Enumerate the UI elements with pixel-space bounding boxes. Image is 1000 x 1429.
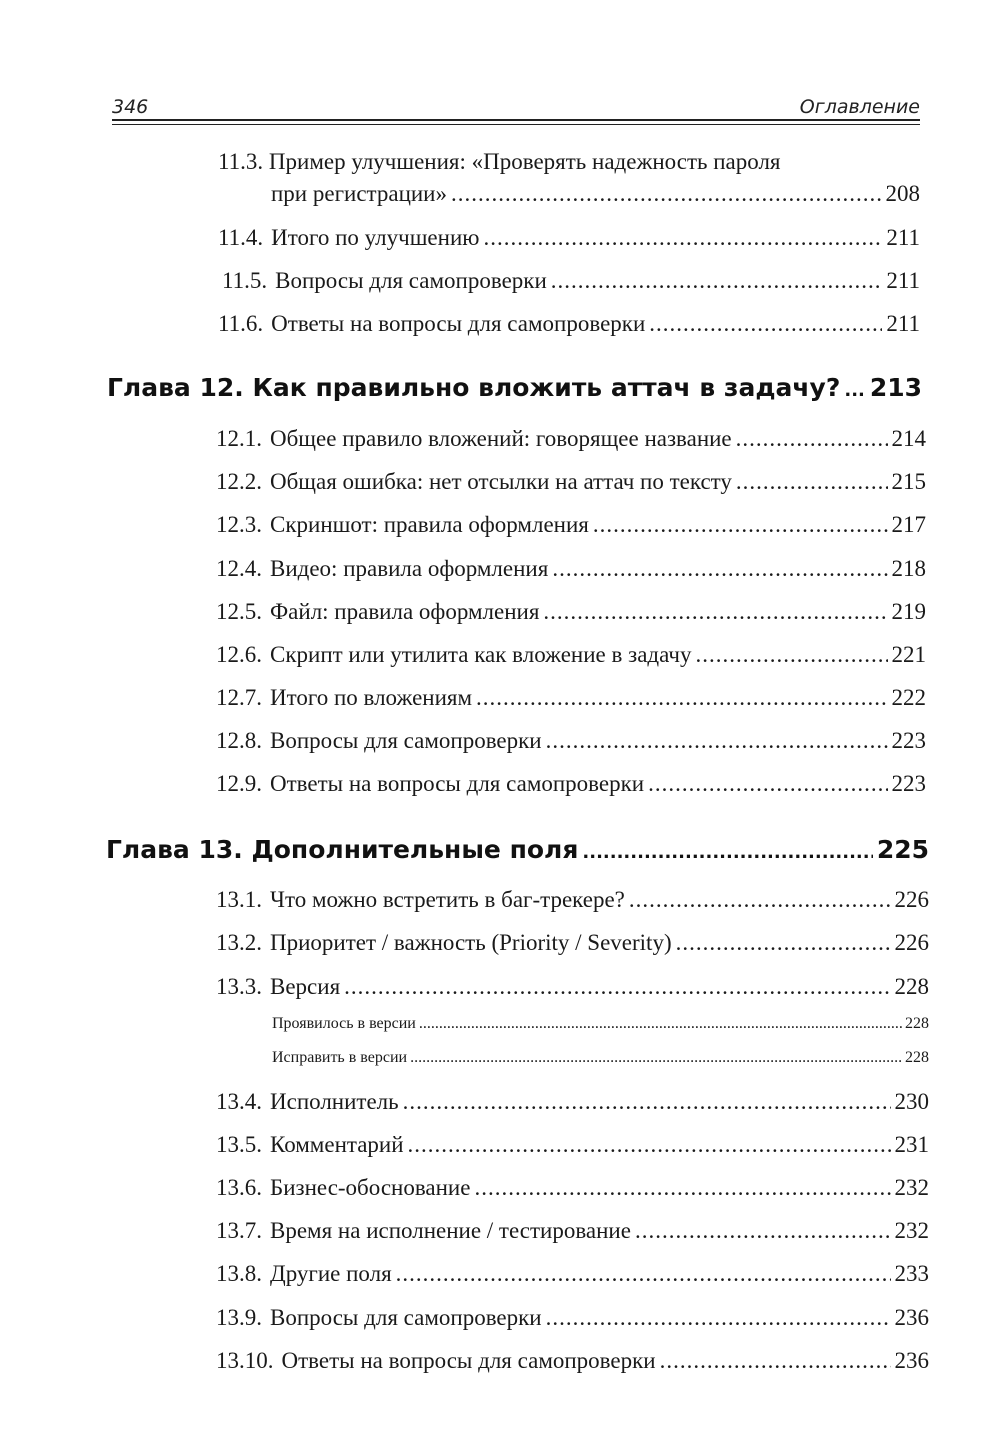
entry-number: 12.7.: [216, 685, 262, 710]
entry-page: 214: [891, 426, 926, 451]
toc-entry[interactable]: [216, 726, 926, 756]
entry-title: Время на исполнение / тестирование: [270, 1218, 631, 1243]
toc-entry[interactable]: [216, 1130, 929, 1160]
entry-number: 13.10.: [216, 1348, 274, 1373]
entry-number: 12.3.: [216, 512, 262, 537]
dot-leader: [736, 467, 888, 497]
entry-page: 211: [886, 311, 920, 336]
toc-entry-11-3-line1[interactable]: [218, 147, 781, 177]
running-title: Оглавление: [799, 96, 920, 118]
entry-title: Приоритет / важность (Priority / Severity): [270, 930, 672, 955]
header-rule: [112, 119, 920, 121]
entry-title: Комментарий: [270, 1132, 404, 1157]
entry-title: Видео: правила оформления: [270, 556, 549, 581]
entry-number: 11.3.: [218, 149, 264, 174]
dot-leader: [474, 1173, 890, 1203]
entry-page: 208: [885, 181, 920, 206]
entry-number: 12.8.: [216, 728, 262, 753]
entry-page: 222: [891, 685, 926, 710]
dot-leader: [344, 972, 890, 1002]
subentry-page: 228: [905, 1015, 929, 1032]
chapter-page: 225: [876, 835, 929, 864]
dot-leader: [552, 554, 887, 584]
toc-entry[interactable]: [218, 309, 920, 339]
toc-entry[interactable]: [216, 1173, 929, 1203]
chapter-title: Глава 13. Дополнительные поля: [106, 835, 579, 864]
toc-entry-11-3-line2[interactable]: [271, 179, 920, 209]
entry-title: Итого по улучшению: [271, 225, 480, 250]
toc-entry[interactable]: [216, 510, 926, 540]
entry-title: Другие поля: [270, 1261, 392, 1286]
entry-title: Скриншот: правила оформления: [270, 512, 589, 537]
dot-leader: [551, 266, 883, 296]
toc-entry[interactable]: [216, 554, 926, 584]
dot-leader: [419, 1013, 902, 1035]
dot-leader: [648, 769, 887, 799]
toc-entry[interactable]: [216, 972, 929, 1002]
entry-page: 233: [894, 1261, 929, 1286]
toc-entry[interactable]: [216, 1216, 929, 1246]
dot-leader: [476, 683, 887, 713]
dot-leader: [649, 309, 882, 339]
entry-page: 231: [894, 1132, 929, 1157]
entry-number: 13.3.: [216, 974, 262, 999]
entry-page: 223: [891, 771, 926, 796]
entry-page: 219: [891, 599, 926, 624]
chapter-12-heading[interactable]: [107, 372, 922, 407]
toc-entry[interactable]: [222, 266, 920, 296]
entry-number: 13.4.: [216, 1089, 262, 1114]
entry-page: 236: [894, 1348, 929, 1373]
entry-number: 13.1.: [216, 887, 262, 912]
toc-entry[interactable]: [216, 928, 929, 958]
dot-leader: [403, 1087, 891, 1117]
entry-number: 12.2.: [216, 469, 262, 494]
dot-leader: [546, 1303, 891, 1333]
toc-entry[interactable]: [216, 1087, 929, 1117]
entry-number: 13.6.: [216, 1175, 262, 1200]
dot-leader: [629, 885, 891, 915]
dot-leader: [451, 179, 882, 209]
toc-entry[interactable]: [216, 597, 926, 627]
entry-title: Бизнес-обоснование: [270, 1175, 471, 1200]
dot-leader: [483, 223, 882, 253]
toc-subentry[interactable]: [272, 1013, 929, 1035]
entry-page: 211: [886, 268, 920, 293]
dot-leader: [695, 640, 887, 670]
entry-page: 232: [894, 1175, 929, 1200]
entry-page: 226: [894, 887, 929, 912]
entry-title: Общая ошибка: нет отсылки на аттач по тексту: [270, 469, 732, 494]
entry-page: 223: [891, 728, 926, 753]
dot-leader: [582, 837, 872, 869]
entry-title: Вопросы для самопроверки: [270, 728, 542, 753]
entry-number: 13.7.: [216, 1218, 262, 1243]
toc-entry[interactable]: [216, 1259, 929, 1289]
toc-entry[interactable]: [216, 1303, 929, 1333]
subentry-page: 228: [905, 1049, 929, 1066]
entry-title: Итого по вложениям: [270, 685, 473, 710]
entry-page: 230: [894, 1089, 929, 1114]
entry-page: 211: [886, 225, 920, 250]
entry-page: 218: [891, 556, 926, 581]
toc-entry[interactable]: [216, 424, 926, 454]
entry-page: 217: [891, 512, 926, 537]
entry-number: 12.5.: [216, 599, 262, 624]
chapter-title: Глава 12. Как правильно вложить аттач в задачу?: [107, 373, 841, 402]
subentry-title: Проявилось в версии: [272, 1015, 416, 1032]
dot-leader: [396, 1259, 891, 1289]
page-header: [112, 96, 920, 126]
entry-number: 13.8.: [216, 1261, 262, 1286]
dot-leader: [660, 1346, 891, 1376]
entry-number: 11.4.: [218, 225, 264, 250]
entry-title: Исполнитель: [270, 1089, 399, 1114]
entry-title: Пример улучшения: «Проверять надежность пароля: [268, 149, 781, 174]
entry-page: 226: [894, 930, 929, 955]
toc-entry[interactable]: [216, 885, 929, 915]
entry-title: Общее правило вложений: говорящее название: [270, 426, 732, 451]
page-number: 346: [112, 96, 149, 118]
entry-page: 221: [891, 642, 926, 667]
entry-number: 12.9.: [216, 771, 262, 796]
entry-number: 13.5.: [216, 1132, 262, 1157]
entry-title: Версия: [270, 974, 341, 999]
dot-leader: [676, 928, 891, 958]
toc-entry[interactable]: [216, 683, 926, 713]
toc-entry[interactable]: [216, 640, 926, 670]
dot-leader: [844, 375, 865, 407]
toc-entry[interactable]: [218, 223, 920, 253]
dot-leader: [408, 1130, 891, 1160]
entry-page: 236: [894, 1305, 929, 1330]
entry-title: Скрипт или утилита как вложение в задачу: [270, 642, 692, 667]
dot-leader: [543, 597, 887, 627]
entry-number: 11.5.: [222, 268, 268, 293]
entry-title: Ответы на вопросы для самопроверки: [281, 1348, 656, 1373]
dot-leader: [736, 424, 888, 454]
entry-page: 232: [894, 1218, 929, 1243]
entry-title: Что можно встретить в баг-трекере?: [270, 887, 625, 912]
dot-leader: [593, 510, 888, 540]
entry-title: Вопросы для самопроверки: [275, 268, 547, 293]
entry-number: 13.2.: [216, 930, 262, 955]
toc-subentry[interactable]: [272, 1047, 929, 1069]
header-rule-thin: [112, 124, 920, 125]
chapter-page: 213: [869, 373, 922, 402]
entry-title: при регистрации»: [271, 181, 447, 206]
dot-leader: [546, 726, 888, 756]
entry-number: 12.4.: [216, 556, 262, 581]
entry-number: 12.1.: [216, 426, 262, 451]
entry-title: Ответы на вопросы для самопроверки: [271, 311, 646, 336]
chapter-13-heading[interactable]: [106, 834, 929, 869]
dot-leader: [635, 1216, 891, 1246]
dot-leader: [410, 1047, 902, 1069]
toc-entry[interactable]: [216, 769, 926, 799]
entry-number: 11.6.: [218, 311, 264, 336]
toc-entry[interactable]: [216, 1346, 929, 1376]
entry-page: 228: [894, 974, 929, 999]
entry-title: Вопросы для самопроверки: [270, 1305, 542, 1330]
entry-number: 13.9.: [216, 1305, 262, 1330]
entry-page: 215: [891, 469, 926, 494]
entry-title: Файл: правила оформления: [270, 599, 540, 624]
subentry-title: Исправить в версии: [272, 1049, 408, 1066]
toc-entry[interactable]: [216, 467, 926, 497]
entry-number: 12.6.: [216, 642, 262, 667]
entry-title: Ответы на вопросы для самопроверки: [270, 771, 645, 796]
